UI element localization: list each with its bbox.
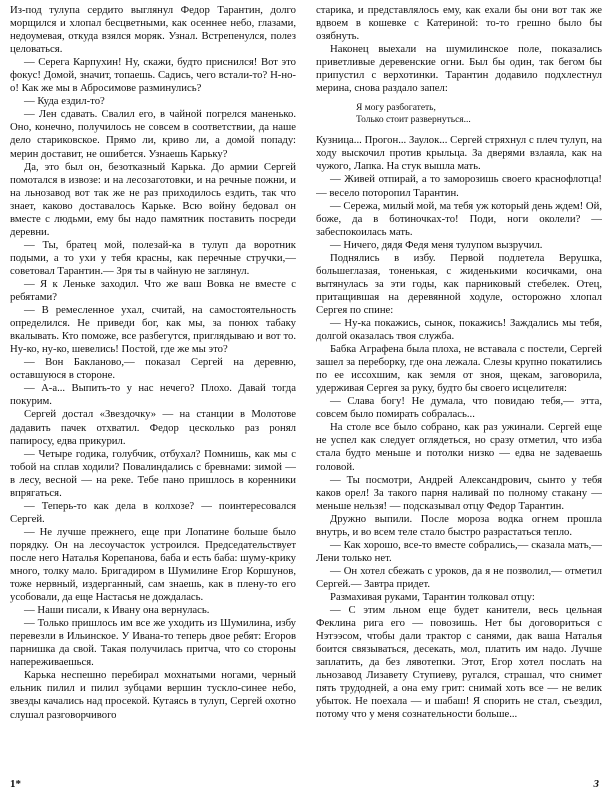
paragraph: Дружно выпили. После мороза водка огнем прошла внутрь, и во всем теле стало быстро разрастаться тепло. — [316, 512, 602, 538]
paragraph: — Наши писали, к Ивану она вернулась. — [24, 604, 210, 617]
paragraph: — Теперь-то как дела в колхозе? — поинтересовался Сергей. — [10, 499, 296, 525]
paragraph: старика, и представлялось ему, как ехали бы они вот так же вдвоем в кошевке с Катериной: то-то грешно было бы озябнуть. — [316, 4, 602, 43]
paragraph: Сергей достал «Звездочку» — на станции в Молотове дадавить пачек отхватил. Федор цесколько раз ронял папиросу, едва прикурил. — [10, 408, 296, 447]
paragraph: — Вон Бакланово,— показал Сергей на деревню, оставшуюся в стороне. — [10, 356, 296, 382]
paragraph: Карька неспешно перебирал мохнатыми ногами, черный ельник пилил и пилил зубцами вершин тускло-синее небо, звезды качались над просекой. Кутаясь в тулуп, Сергей охотно слушал разговорчивого — [10, 669, 296, 721]
paragraph: — Четыре годика, голубчик, отбухал? Помнишь, как мы с тобой на сплав ходили? Повалиндались с бревнами: зимой — в лесу, весной — на реке. Тебе пано пришлось в коренники впрягаться. — [10, 447, 296, 499]
verse-line: Я могу разбогатеть, — [356, 103, 436, 114]
paragraph: Да, это был он, безотказный Карька. До армии Сергей помотался в извозе: и на лесозаготовки, и на речные пожни, и на льнозавод вот так же не раз приходилось ездить, так что знает, каково доставалось Карьке. Всю войну бедовал он вместе с людьми, ему бы надо памятник поставить посреди деревни. — [10, 160, 296, 238]
paragraph: — Сережа, милый мой, ма тебя уж который день ждем! Ой, боже, да в ботиночках-то! Поди, ноги околели? — забеспокоилась мать. — [316, 199, 602, 238]
right-column — [316, 4, 602, 772]
page-number: 3 — [593, 778, 599, 790]
paragraph: — Я к Ленькe заходил. Что же ваш Вовка не вместе с ребятами? — [10, 277, 296, 304]
paragraph: Поднялись в избу. Первой подлетела Верушка, большеглазая, тоненькая, с жиденькими косичками, она вытянулась за эти годы, как парниковый стебелек. Отец, притащившая на деревянной ходуле, осторожно хлопал Сергея по спине: — [316, 251, 602, 316]
paragraph: На столе все было собрано, как раз ужинали. Сергей еще не успел как следует оглядеться, но сразу отметил, что изба стала будто меньше и потолки низко — едва не задеваешь головой. — [316, 421, 602, 473]
paragraph: — Слава богу! Не думала, что повидаю тебя,— этта, совсем было помирать собралась... — [316, 395, 602, 421]
paragraph: — А-а... Выпить-то у нас нечего? Плохо. Давай тогда покурим. — [10, 382, 296, 408]
paragraph: — Ты, братец мой, полезай-ка в тулуп да воротник подыми, а то ухи у тебя красны, как перечные стручки,— советовал Тарантин.— Зря ты в чайную не заглянул. — [10, 238, 296, 277]
song-verse — [356, 103, 602, 126]
paragraph: — Только пришлось им все же уходить из Шумилина, избу перевезли в Ильинское. У Ивана-то теперь двое ребят: Егоров парнишка да свой. Такая получилась притча, что со стороны напереживаешься. — [10, 617, 296, 669]
paragraph: Бабка Аграфена была плоха, не вставала с постели, Сергей зашел за переборку, где она лежала. Слезы крупно покатились по ее иссохшим, как земля от зноя, щекам, заговорила, удерживая Сергея за руку, будто бы своего исцелителя: — [316, 343, 602, 395]
paragraph: — Как хорошо, все-то вместе собрались,— сказала мать,— Лени только нет. — [316, 538, 602, 564]
paragraph: — Не лучше прежнего, еще при Лопатине больше было порядку. Он на лесоучасток устроился. Председательствует после него Наталья Корепанова, баба и есть баба: шуму-крику много, толку мало. Бригадиром в Шумилине Егор Коршунов, тоже нервный, издерганный, сам знаешь, как в плену-то его усобовали, да еще Настасья не дождалась. — [10, 525, 296, 604]
paragraph: — Ничего, дядя Федя меня тулупом вызручил. — [330, 238, 543, 251]
paragraph: — Лен сдавать. Свалил его, в чайной погрелся маненько. Оно, конечно, получилось не совсем в соответствии, да наше дело стариковское. Прямо ли, криво ли, а домой попаду: мерин доставит, не ошибется. Узнаешь Карьку? — [10, 108, 296, 160]
paragraph: Наконец выехали на шумилинское поле, показались приветливые деревенские огни. Был бы один, так бегом бы припустил с верхотинки. Тарантин додавило подхлестнул мерина, снова раздало запел: — [316, 43, 602, 95]
paragraph: — Он хотел сбежать с уроков, да я не позволил,— отметил Сергей.— Завтра придет. — [316, 564, 602, 590]
paragraph: — Живей отпирай, а то заморозишь своего краснофлотца! — весело поторопил Тарантин. — [316, 173, 602, 199]
paragraph: Размахивая руками, Тарантин толковал отцу: — [330, 590, 535, 603]
paragraph: — В ремесленное ухал, считай, на самостоятельность определился. Не приведи бог, как мы, за понюх табаку вкалывать. Кто поможе, все разбегутся, приглядываю и вот то. Ну-ко, ну-ко, шевелись! Постой, где же мы это? — [10, 304, 296, 356]
paragraph: — Ну-ка покажись, сынок, покажись! Заждались мы тебя, долгой оказалась твоя служба. — [316, 316, 602, 343]
paragraph: Кузница... Прогон... Заулок... Сергей стряхнул с плеч тулуп, на ходу выскочил против крыльца. За дверями взлаяла, как на чужого, Лапка. На стук вышла мать. — [316, 134, 602, 173]
signature-mark: 1* — [10, 778, 21, 790]
left-column — [10, 4, 296, 772]
paragraph: Из-под тулупа сердито выглянул Федор Тарантин, долго морщился и хлопал бесцветными, как осеннее небо, глазами, недоумевая, откуда взялся моряк. Узнал. Встрепенулся, полез целоваться. — [10, 4, 296, 56]
verse-line: Только стоит развернуться... — [356, 114, 471, 125]
paragraph: — Серега Карпухин! Ну, скажи, будто приснился! Вот это фокус! Домой, значит, топаешь. Садись, чего встали-то? Н-но-о! Как же мы в Абросимове разминулись? — [10, 56, 296, 95]
paragraph: — С этим льном еще будет канители, весь цельная Феклина рига его — повозишь. Нет бы договориться с Нэтээсом, чтобы дали трактор с санями, дак ваша Наталья боится связываться, десекать, мол, платить им надо. Лучше заплатить, да без лявотепки. Этот, Егор хотел послать на льнозавод Лизавету Ступиеву, ругался, страшал, что снимет пять трудодней, а она ему грит: снимай хоть все — не велик убыток. Не поехала — и шабаш! Я спорить не стал, съездил, потому что у меня сознательности больше... — [316, 604, 602, 721]
paragraph: — Ты посмотри, Андрей Александрович, сынто у тебя каков орел! За такого парня наливай по полному стакану — меньше нельзя! — подсказывал отцу Федор Тарантин. — [316, 473, 602, 512]
paragraph: — Куда ездил-то? — [24, 95, 105, 108]
